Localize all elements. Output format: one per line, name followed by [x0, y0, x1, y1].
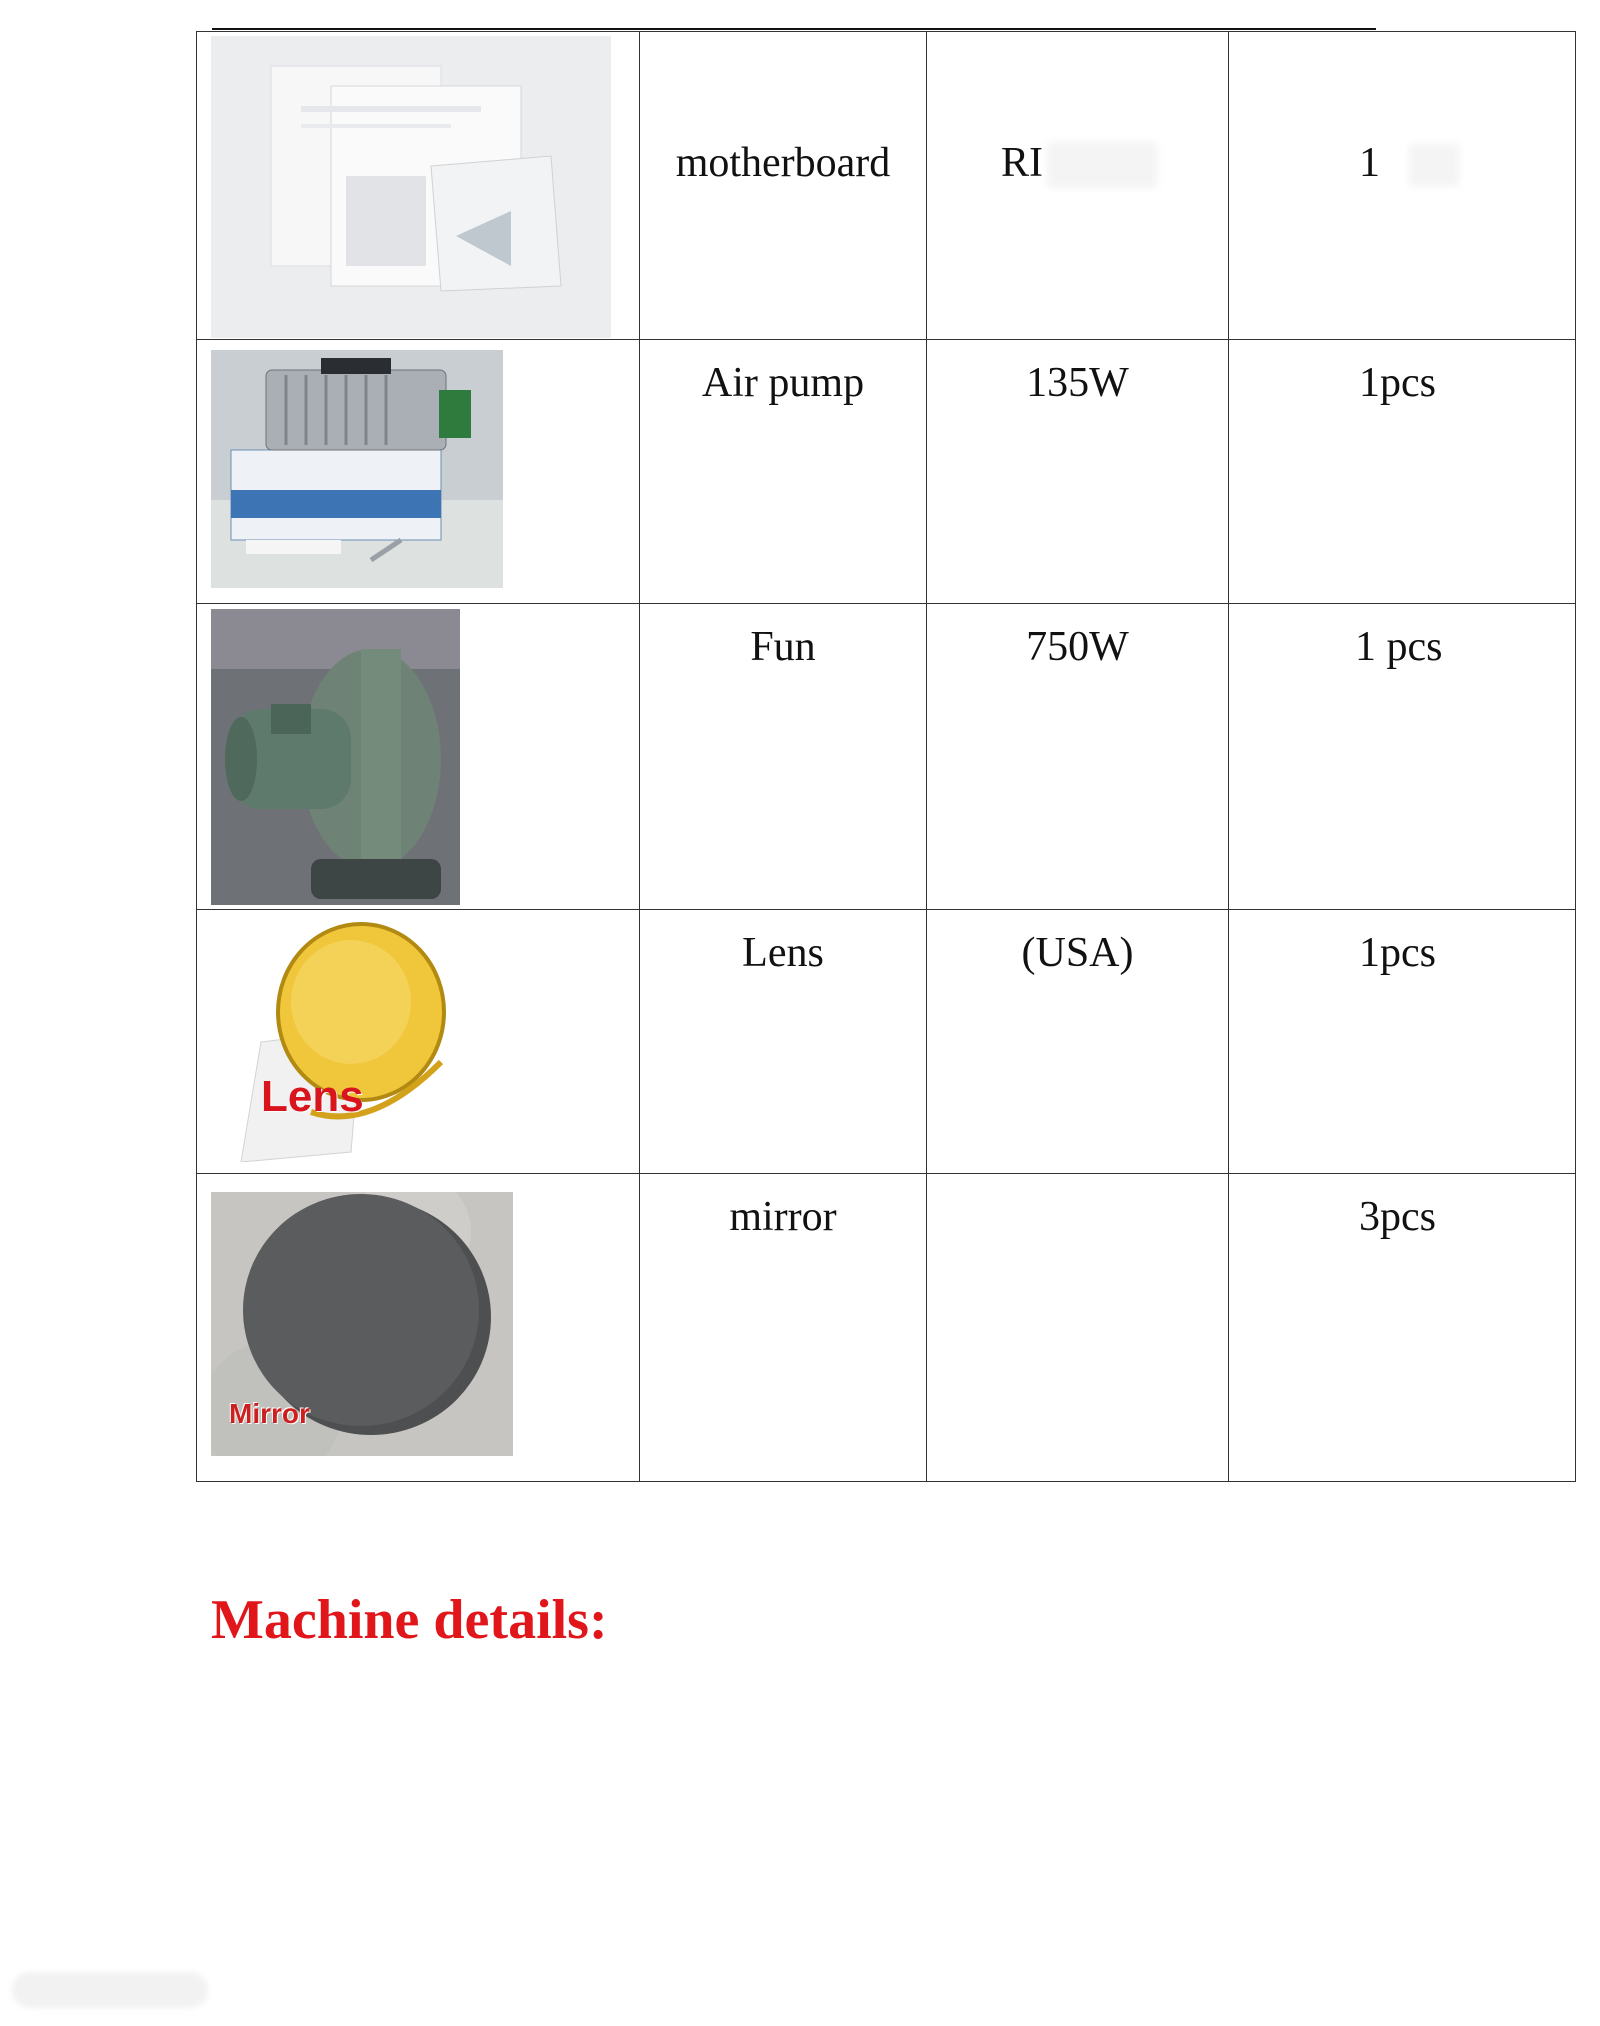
item-spec: (USA)	[1021, 930, 1134, 976]
item-name: motherboard	[675, 140, 891, 186]
spec-cell	[927, 340, 1229, 604]
image-cell	[197, 910, 640, 1174]
name-cell	[640, 910, 927, 1174]
image-cell	[197, 604, 640, 910]
qty-cell	[1229, 604, 1576, 910]
spec-cell	[927, 32, 1229, 340]
mirror-photo	[211, 1192, 513, 1456]
item-spec: 135W	[1026, 360, 1129, 406]
item-name: Lens	[742, 930, 824, 976]
parts-table	[196, 31, 1576, 1482]
table-row	[197, 340, 1576, 604]
item-qty: 1pcs	[1359, 360, 1436, 406]
fan-blower-photo	[211, 609, 460, 905]
item-name: Fun	[750, 624, 816, 670]
spec-cell	[927, 1174, 1229, 1482]
item-spec: RI	[1001, 140, 1043, 186]
name-cell	[640, 32, 927, 340]
spec-cell	[927, 604, 1229, 910]
qty-cell	[1229, 1174, 1576, 1482]
table-row	[197, 604, 1576, 910]
image-cell	[197, 32, 640, 340]
item-name: Air pump	[701, 360, 865, 406]
item-qty: 3pcs	[1359, 1194, 1436, 1240]
spec-cell	[927, 910, 1229, 1174]
lens-image-label: Lens	[261, 1072, 364, 1121]
machine-details-heading: Machine details:	[211, 1589, 608, 1651]
item-qty: 1	[1359, 140, 1380, 186]
image-cell	[197, 1174, 640, 1482]
item-name: mirror	[729, 1194, 837, 1240]
blur-patch	[1409, 144, 1459, 186]
qty-cell	[1229, 32, 1576, 340]
blur-patch	[1047, 142, 1157, 188]
item-qty: 1 pcs	[1355, 624, 1443, 670]
blurred-watermark	[12, 1972, 208, 2008]
lens-photo	[211, 912, 471, 1162]
table-row	[197, 910, 1576, 1174]
motherboard-photo	[211, 36, 611, 338]
name-cell	[640, 1174, 927, 1482]
air-pump-photo	[211, 350, 503, 588]
item-spec: 750W	[1026, 624, 1129, 670]
table-row	[197, 32, 1576, 340]
name-cell	[640, 604, 927, 910]
top-rule	[212, 28, 1376, 30]
item-spec	[927, 1174, 1228, 1196]
image-cell	[197, 340, 640, 604]
item-qty: 1pcs	[1359, 930, 1436, 976]
name-cell	[640, 340, 927, 604]
qty-cell	[1229, 340, 1576, 604]
mirror-image-label: Mirror	[229, 1398, 310, 1429]
table-row	[197, 1174, 1576, 1482]
qty-cell	[1229, 910, 1576, 1174]
